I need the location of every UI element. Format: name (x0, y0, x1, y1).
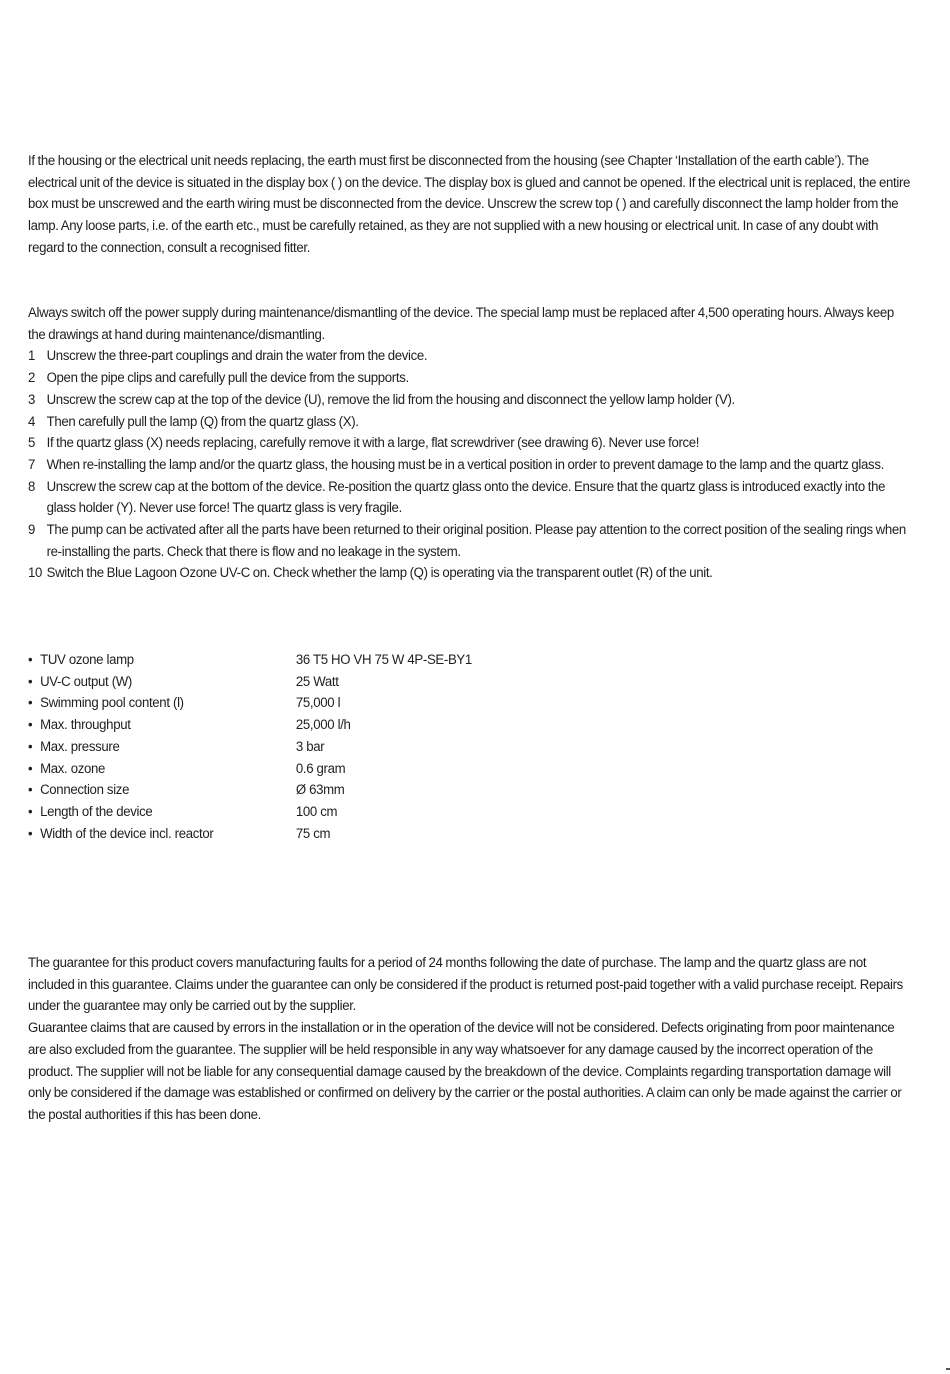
maintenance-step (28, 390, 912, 412)
step-text: Open the pipe clips and carefully pull the device from the supports. (46, 370, 409, 387)
maintenance-step (28, 520, 912, 563)
guarantee-paragraph-2: Guarantee claims that are caused by errors in the installation or in the operation of the device will not be considered. Defects originating from poor maintenance are also excluded from the guarantee. The supplier will be held responsible in any way whatsoever for any damage caused by the incorrect operation of the product. The supplier will not be liable for any consequential damage caused by the breakdown of the device. Complaints regarding transportation damage will only be considered if the damage was established or confirmed on delivery by the carrier or the postal authorities. A claim can only be made against the carrier or the postal authorities if this has been done. (28, 1020, 902, 1123)
spec-row (28, 737, 912, 759)
spec-label: Connection size (40, 782, 130, 799)
maintenance-step (28, 368, 912, 390)
maintenance-step (28, 477, 912, 520)
step-number: 9 (28, 522, 36, 539)
maintenance-content (28, 303, 912, 585)
maintenance-step (28, 412, 912, 434)
maintenance-intro: Always switch off the power supply during maintenance/dismantling of the device. The special lamp must be replaced after 4,500 operating hours. Always keep the drawings at hand during maintenance/dismantling. (28, 305, 894, 343)
maintenance-step (28, 433, 912, 455)
spec-row (28, 650, 912, 672)
spec-value: 75 cm (295, 825, 331, 842)
step-text: Unscrew the screw cap at the bottom of the device. Re-position the quartz glass onto the device. Ensure that the quartz glass is introduced exactly into the glass holder (Y). Never use force! The quartz glass is very fragile. (46, 478, 886, 517)
step-number: 8 (28, 478, 36, 495)
maintenance-step (28, 455, 912, 477)
step-text: If the quartz glass (X) needs replacing, carefully remove it with a large, flat screwdriver (see drawing 6). Never use force! (46, 435, 700, 452)
replacement-section (28, 151, 950, 260)
maintenance-step (28, 563, 912, 585)
step-number: 7 (28, 456, 36, 473)
step-number: 3 (28, 391, 36, 408)
spec-row (28, 802, 912, 824)
bullet-icon: • (28, 760, 33, 777)
replacement-paragraph: If the housing or the electrical unit needs replacing, the earth must first be disconnected from the housing (see Chapter ‘Installation of the earth cable’). The electrical unit of the device is situated in the display box ( ) on the device. The display box is glued and cannot be opened. If the electrical unit is replaced, the entire box must be unscrewed and the earth wiring must be disconnected from the device. Unscrew the screw top ( ) and carefully disconnect the lamp holder from the lamp. Any loose parts, i.e. of the earth etc., must be carefully retained, as they are not supplied with a new housing or electrical unit. In case of any doubt with regard to the connection, consult a recognised fitter. (28, 153, 911, 256)
spec-label: Length of the device (40, 803, 153, 820)
spec-value: 3 bar (295, 738, 325, 755)
spec-value: 25,000 l/h (295, 717, 351, 734)
bullet-icon: • (28, 695, 33, 712)
step-text: Then carefully pull the lamp (Q) from the quartz glass (X). (46, 413, 359, 430)
spec-value: 75,000 l (295, 695, 341, 712)
spec-value: Ø 63mm (295, 782, 345, 799)
step-number: 1 (28, 348, 36, 365)
spec-row (28, 780, 912, 802)
spec-row (28, 693, 912, 715)
spec-label: TUV ozone lamp (40, 652, 134, 668)
guarantee-paragraph-1: The guarantee for this product covers manufacturing faults for a period of 24 months following the date of purchase. The lamp and the quartz glass are not included in this guarantee. Claims under the guarantee can only be considered if the product is returned post-paid together with a valid purchase receipt. Repairs under the guarantee may only be carried out by the supplier. (28, 955, 903, 1015)
step-number: 4 (28, 413, 36, 430)
guarantee-content (28, 953, 912, 1127)
bullet-icon: • (28, 717, 33, 734)
bullet-icon: • (28, 652, 33, 668)
step-number: 5 (28, 435, 36, 452)
bullet-icon: • (28, 782, 33, 799)
step-text: Switch the Blue Lagoon Ozone UV-C on. Check whether the lamp (Q) is operating via the transparent outlet (R) of the unit. (46, 565, 713, 582)
guarantee-section (28, 953, 950, 1127)
maintenance-steps-list (28, 346, 912, 585)
bullet-icon: • (28, 803, 33, 820)
step-text: The pump can be activated after all the parts have been returned to their original position. Please pay attention to the correct position of the sealing rings when re-installing the parts. Check that there is flow and no leakage in the system. (46, 522, 906, 560)
bullet-icon: • (28, 673, 33, 690)
step-number: 10 (28, 565, 43, 582)
spec-label: Max. throughput (40, 717, 131, 734)
spec-value: 25 Watt (295, 673, 339, 690)
spec-label: Max. ozone (40, 760, 106, 777)
step-text: Unscrew the three-part couplings and drain the water from the device. (46, 348, 428, 365)
spec-value: 36 T5 HO VH 75 W 4P-SE-BY1 (295, 652, 472, 668)
page-edge-mark (946, 1368, 950, 1370)
spec-row (28, 824, 912, 846)
bullet-icon: • (28, 825, 33, 842)
spec-row (28, 759, 912, 781)
spec-label: Width of the device incl. reactor (40, 825, 214, 842)
step-text: Unscrew the screw cap at the top of the device (U), remove the lid from the housing and disconnect the yellow lamp holder (V). (46, 391, 735, 408)
step-text: When re-installing the lamp and/or the quartz glass, the housing must be in a vertical position in order to prevent damage to the lamp and the quartz glass. (46, 456, 884, 473)
spec-row (28, 672, 912, 694)
specifications-section (28, 650, 950, 845)
spec-label: Swimming pool content (l) (40, 695, 184, 712)
bullet-icon: • (28, 738, 33, 755)
spec-value: 0.6 gram (295, 760, 346, 777)
spec-row (28, 715, 912, 737)
maintenance-section (28, 303, 950, 585)
spec-value: 100 cm (295, 803, 338, 820)
step-number: 2 (28, 370, 36, 387)
spec-label: Max. pressure (40, 738, 120, 755)
specifications-list (28, 650, 912, 845)
spec-label: UV-C output (W) (40, 673, 133, 690)
maintenance-step (28, 346, 912, 368)
